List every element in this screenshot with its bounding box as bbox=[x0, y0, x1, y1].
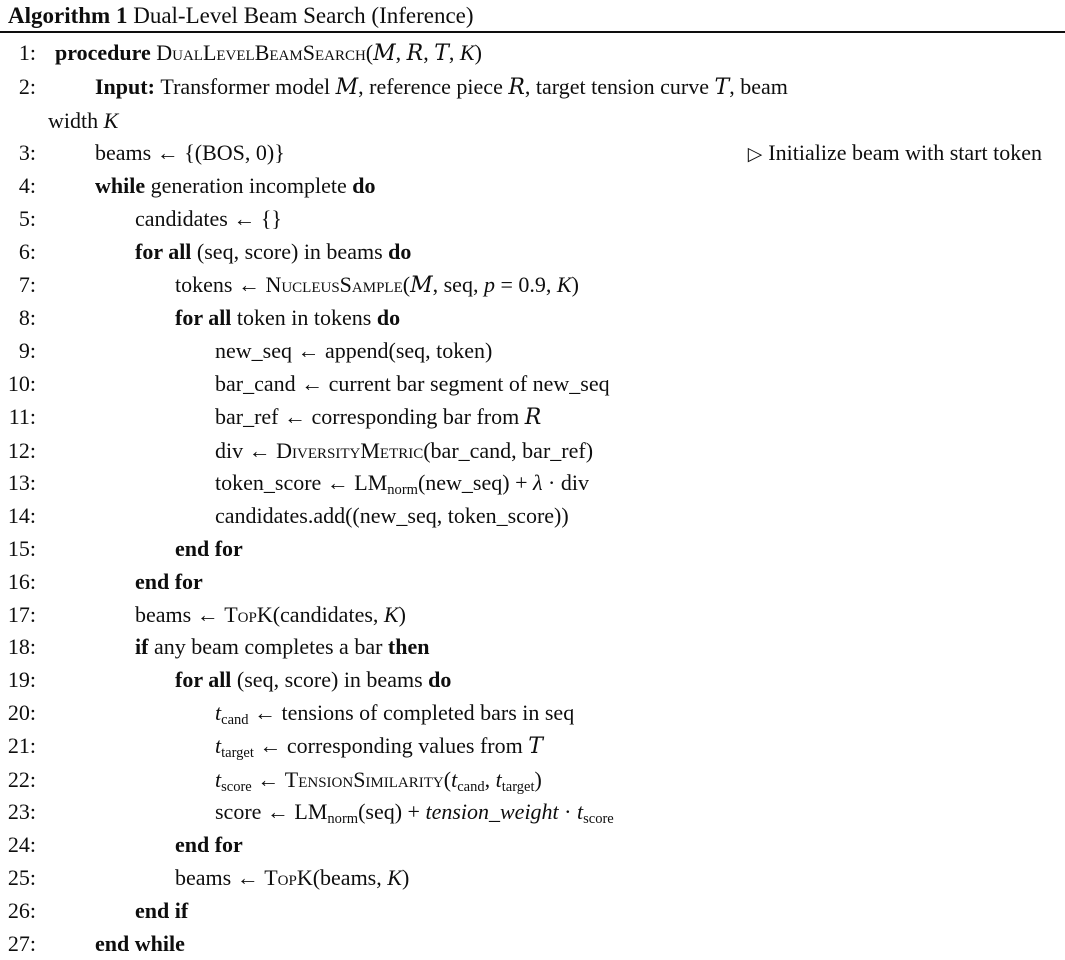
code-segment: for all bbox=[175, 667, 232, 693]
code-segment: t bbox=[215, 732, 222, 758]
code-segment: ) bbox=[534, 766, 542, 792]
code-segment: , target tension curve bbox=[524, 73, 715, 99]
line-number: 5: bbox=[18, 205, 36, 231]
algorithm-line-25 bbox=[0, 862, 1065, 895]
algorithm-line-13 bbox=[0, 467, 1065, 500]
code-segment: (beams, bbox=[312, 864, 388, 890]
comment-text: Initialize beam with start token bbox=[768, 140, 1042, 166]
line-number: 14: bbox=[7, 503, 36, 529]
line-number: 20: bbox=[7, 699, 36, 725]
code-segment: beams ← bbox=[175, 864, 265, 890]
algorithm-line-7 bbox=[0, 269, 1065, 303]
line-number: 18: bbox=[7, 634, 36, 660]
code-segment: K bbox=[383, 601, 399, 627]
line-number: 10: bbox=[7, 370, 36, 396]
line-number: 11: bbox=[8, 403, 36, 429]
code-segment: token_score ← LM bbox=[215, 470, 388, 496]
line-number: 1: bbox=[18, 40, 36, 65]
algorithm-line-18 bbox=[0, 631, 1065, 664]
algorithm-line-24 bbox=[0, 829, 1065, 862]
algorithm-line-1 bbox=[0, 37, 1065, 71]
code-segment: candidates ← {} bbox=[135, 205, 282, 231]
code-segment: (candidates, bbox=[272, 601, 384, 627]
code-segment: DiversityMetric bbox=[276, 437, 424, 463]
code-segment: ← corresponding values from bbox=[253, 732, 529, 758]
code-segment: (seq, score) in beams bbox=[191, 238, 389, 264]
algorithm-line-19 bbox=[0, 664, 1065, 697]
line-number: 25: bbox=[7, 864, 36, 890]
inline-comment bbox=[748, 137, 1042, 171]
code-segment: token in tokens bbox=[231, 305, 377, 331]
algorithm-line-4 bbox=[0, 170, 1065, 203]
code-segment: , reference piece bbox=[358, 73, 509, 99]
code-segment: end if bbox=[135, 897, 189, 923]
code-segment: , bbox=[448, 40, 460, 65]
algorithm-line-20 bbox=[0, 697, 1065, 730]
code-segment: M bbox=[410, 272, 433, 298]
caption-rule bbox=[0, 31, 1065, 33]
line-number: 16: bbox=[7, 568, 36, 594]
code-segment: , seq, bbox=[432, 271, 484, 297]
code-segment: do bbox=[376, 305, 401, 331]
code-segment: M bbox=[335, 74, 359, 100]
code-segment: score bbox=[583, 811, 614, 828]
code-segment: , bbox=[484, 766, 496, 792]
algorithm-line-10 bbox=[0, 368, 1065, 401]
line-number: 2: bbox=[18, 73, 36, 99]
code-segment: target bbox=[221, 744, 254, 761]
line-number: 26: bbox=[7, 897, 36, 923]
algorithm-line-14 bbox=[0, 500, 1065, 533]
line-number: 4: bbox=[18, 173, 36, 199]
line-number: 12: bbox=[7, 437, 36, 463]
algorithm-caption-title: Dual-Level Beam Search (Inference) bbox=[127, 3, 474, 28]
code-segment: R bbox=[524, 404, 542, 430]
code-segment: do bbox=[428, 667, 452, 693]
code-segment: Transformer model bbox=[160, 73, 336, 99]
code-segment: beams ← bbox=[135, 601, 225, 627]
code-segment: (seq, score) in beams bbox=[231, 667, 429, 693]
code-segment: (seq) + bbox=[358, 799, 426, 825]
code-segment: do bbox=[388, 238, 412, 264]
code-segment: t bbox=[451, 766, 458, 792]
code-segment: T bbox=[434, 41, 449, 66]
code-segment: ( bbox=[443, 766, 452, 792]
code-segment: ) bbox=[401, 864, 410, 890]
algorithm-line-27 bbox=[0, 928, 1065, 960]
code-segment: for all bbox=[175, 305, 232, 331]
code-segment: M bbox=[373, 41, 396, 66]
code-segment: DualLevelBeamSearch bbox=[156, 40, 366, 65]
code-segment: TopK bbox=[264, 864, 313, 890]
code-segment: candidates.add((new_seq, token_score)) bbox=[215, 503, 569, 529]
line-number: 15: bbox=[7, 535, 36, 561]
algorithm-caption-label: Algorithm 1 bbox=[8, 3, 128, 28]
code-segment: norm bbox=[327, 811, 359, 828]
code-segment: new_seq ← append(seq, token) bbox=[215, 338, 493, 364]
line-number: 3: bbox=[18, 140, 36, 166]
code-segment: then bbox=[387, 634, 430, 660]
algorithm-caption bbox=[0, 0, 1065, 30]
algorithm-line-9 bbox=[0, 335, 1065, 368]
code-segment: beams ← {(BOS, 0)} bbox=[95, 140, 285, 166]
code-segment: K bbox=[459, 40, 475, 65]
comment-triangle-icon: ▷ bbox=[747, 143, 769, 166]
code-segment: any beam completes a bar bbox=[148, 634, 388, 660]
algorithm-line-26 bbox=[0, 895, 1065, 928]
code-segment: t bbox=[577, 799, 584, 825]
code-segment: ( bbox=[365, 40, 374, 65]
code-segment: R bbox=[406, 41, 424, 66]
line-number: 23: bbox=[7, 799, 36, 825]
algorithm-line-2 bbox=[0, 71, 1065, 138]
code-segment: while bbox=[95, 173, 146, 199]
algorithm-line-16 bbox=[0, 566, 1065, 599]
algorithm-line-5 bbox=[0, 203, 1065, 236]
code-segment: width bbox=[48, 107, 104, 133]
code-segment: tokens ← bbox=[175, 271, 266, 297]
code-segment: end while bbox=[95, 930, 185, 956]
algorithm-line-11 bbox=[0, 401, 1065, 435]
algorithm-line-22 bbox=[0, 764, 1065, 797]
code-segment: bar_cand ← current bar segment of new_seq bbox=[215, 370, 610, 396]
algorithm-line-17 bbox=[0, 599, 1065, 632]
code-segment: t bbox=[215, 766, 222, 792]
code-segment: NucleusSample bbox=[265, 271, 403, 297]
algorithm-line-15 bbox=[0, 533, 1065, 566]
code-segment: div ← bbox=[215, 437, 277, 463]
code-segment: t bbox=[495, 766, 502, 792]
algorithm-body bbox=[0, 37, 1065, 960]
code-segment: (bar_cand, bar_ref) bbox=[423, 437, 594, 463]
code-segment: K bbox=[556, 271, 572, 297]
code-segment: K bbox=[103, 107, 119, 133]
line-number: 24: bbox=[7, 832, 36, 858]
code-segment: K bbox=[387, 864, 402, 890]
code-segment: do bbox=[352, 173, 376, 199]
code-segment: generation incomplete bbox=[145, 173, 353, 199]
code-segment: score bbox=[221, 778, 252, 795]
algorithm-line-21 bbox=[0, 730, 1065, 764]
code-segment: procedure bbox=[55, 40, 157, 65]
code-segment: λ bbox=[532, 470, 543, 496]
line-number: 17: bbox=[7, 601, 36, 627]
code-segment: , bbox=[395, 40, 407, 65]
code-segment: cand bbox=[221, 712, 249, 728]
code-segment: cand bbox=[457, 778, 485, 795]
code-segment: for all bbox=[135, 238, 192, 264]
line-number: 22: bbox=[7, 766, 36, 792]
line-number: 8: bbox=[18, 305, 36, 331]
code-segment: p bbox=[483, 271, 495, 297]
code-segment: score ← LM bbox=[215, 799, 328, 825]
code-segment: end for bbox=[135, 568, 203, 594]
code-segment: = 0.9, bbox=[494, 271, 557, 297]
algorithm-line-3 bbox=[0, 137, 1065, 170]
code-segment: ) bbox=[571, 271, 579, 297]
line-number: 21: bbox=[7, 732, 36, 758]
code-segment: , bbox=[423, 40, 435, 65]
code-segment: , beam bbox=[729, 73, 788, 99]
line-number: 27: bbox=[7, 930, 36, 956]
code-segment: ) bbox=[474, 40, 482, 65]
algorithm-line-6 bbox=[0, 236, 1065, 269]
algorithm-line-8 bbox=[0, 302, 1065, 335]
code-segment: ← tensions of completed bars in seq bbox=[248, 699, 575, 725]
code-segment: T bbox=[528, 733, 543, 759]
line-number: 6: bbox=[18, 238, 36, 264]
code-segment: (new_seq) + bbox=[417, 470, 533, 496]
code-segment: ( bbox=[402, 271, 411, 297]
code-segment: · bbox=[558, 799, 577, 825]
code-segment: target bbox=[501, 778, 535, 795]
line-number: 19: bbox=[7, 667, 36, 693]
code-segment: ← bbox=[251, 766, 285, 792]
code-segment: tension_weight bbox=[425, 799, 559, 825]
line-number: 9: bbox=[18, 338, 36, 364]
code-segment: if bbox=[135, 634, 149, 660]
code-segment: TopK bbox=[224, 601, 273, 627]
line-number: 13: bbox=[7, 470, 36, 496]
algorithm-line-23 bbox=[0, 796, 1065, 829]
code-segment: · div bbox=[542, 470, 589, 496]
code-segment: R bbox=[508, 74, 525, 100]
code-segment: T bbox=[714, 74, 730, 100]
code-segment: norm bbox=[387, 482, 418, 499]
code-segment: ) bbox=[398, 601, 406, 627]
code-segment: Input: bbox=[95, 73, 161, 99]
code-segment: bar_ref ← corresponding bar from bbox=[215, 403, 525, 429]
algorithm-line-12 bbox=[0, 435, 1065, 468]
line-number: 7: bbox=[18, 271, 36, 297]
code-segment: TensionSimilarity bbox=[284, 766, 444, 792]
code-segment: end for bbox=[175, 535, 243, 561]
code-segment: t bbox=[215, 699, 222, 725]
code-segment: end for bbox=[175, 832, 243, 858]
